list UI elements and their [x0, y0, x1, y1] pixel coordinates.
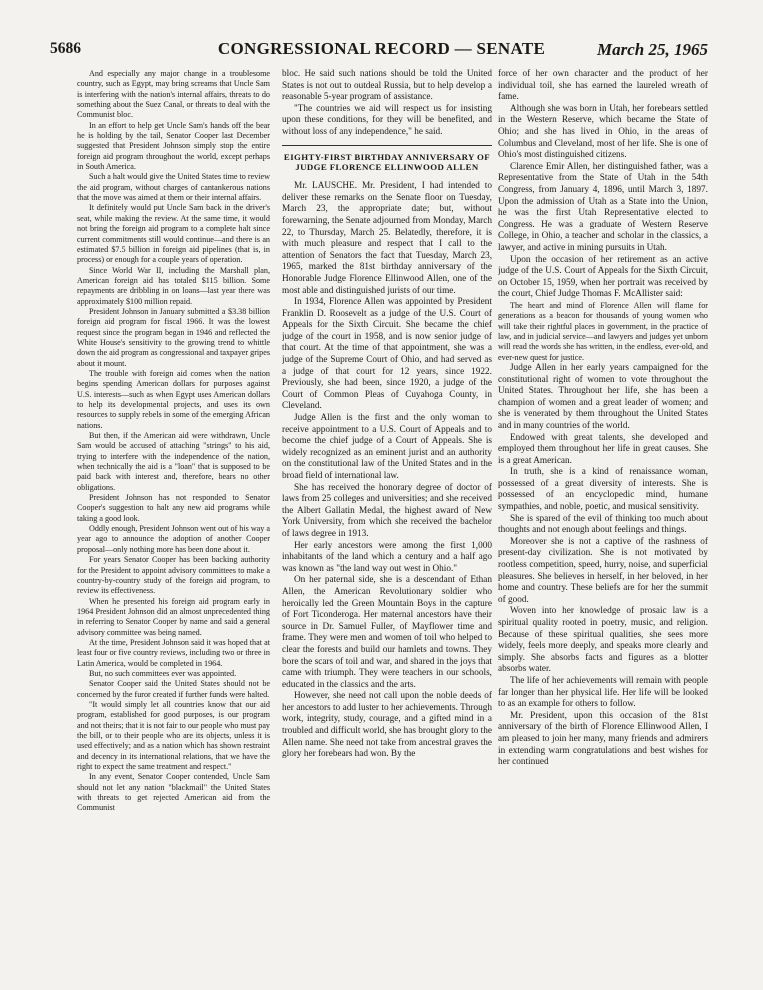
- paragraph: Judge Allen in her early years campaigned for the constitutional right of women to vote throughout the United States. Throughout her life, she has been a champion of women and a great leader of women; and she is venerated by them throughout the United States and in many countries of the world.: [498, 362, 708, 431]
- paragraph: Oddly enough, President Johnson went out of his way a year ago to announce the adoption of another Cooper proposal—only nothing more has been done about it.: [77, 524, 270, 554]
- paragraph: Mr. LAUSCHE. Mr. President, I had intended to deliver these remarks on the Senate floor on Tuesday, March 23, the appropriate date; but, without forewarning, the Senate adjourned from Monday, March 22, to Thursday, March 25. Belatedly, therefore, it is with much pleasure and respect that I call to the attention of Senators the fact that Tuesday, March 23, 1965, marked the 81st birthday anniversary of the Honorable Judge Florence Ellinwood Allen, one of the most able and distinguished jurists of our time.: [282, 181, 492, 296]
- paragraph: In an effort to help get Uncle Sam's hands off the bear he is holding by the tail, Senator Cooper last December suggested that President Johnson simply stop the entire foreign aid program throughout the world, except perhaps in South America.: [77, 120, 270, 172]
- paragraph: At the time, President Johnson said it was hoped that at least four or five country reviews, including two or three in Latin America, would be completed in 1964.: [77, 637, 270, 668]
- paragraph: But then, if the American aid were withdrawn, Uncle Sam would be accused of attaching "strings" to his aid, trying to interfere with the independence of the nation, when technically the aid is a "loan" that is supposed to be paid back with interest and, therefore, bears no other obligations.: [77, 431, 270, 492]
- paragraph: Senator Cooper said the United States should not be concerned by the furor created if further funds were halted.: [77, 679, 270, 699]
- column-1: [77, 69, 270, 975]
- paragraph: The life of her achievements will remain with people far longer than her physical life. Her life will be looked to as an example for others to follow.: [498, 675, 708, 710]
- paragraph: She is spared of the evil of thinking too much about thoughts and not enough about feelings and things.: [498, 513, 708, 536]
- paragraph: On her paternal side, she is a descendant of Ethan Allen, the American Revolutionary soldier who heroically led the Green Mountain Boys in the capture of Fort Ticonderoga. Her maternal ancestors have their source in Dr. Samuel Fuller, of Mayflower time and frame. They were men and women of toil who helped to clear the forests and build our hamlets and towns. They bore the scars of toil and war, and shared in the joys that came with triumph. They were teachers in our schools, educated in the classics and the arts.: [282, 575, 492, 690]
- paragraph: In truth, she is a kind of renaissance woman, possessed of a great diversity of interests. She is possessed of an encyclopedic mind, humane sympathies, and noble, poetic, and musical sensitivity.: [498, 467, 708, 513]
- paragraph: The trouble with foreign aid comes when the nation begins spending American dollars for purposes against U.S. interests—such as when Egypt uses American dollars to help its developmental projects, and uses its own resources to supply rebels in some of the emerging African nations.: [77, 368, 270, 430]
- page-header: [0, 10, 763, 59]
- paragraph: She has received the honorary degree of doctor of laws from 25 colleges and universities; and she received the Albert Gallatin Medal, the highest award of New York University, from which she received the bachelor of laws degree in 1913.: [282, 482, 492, 539]
- paragraph: Although she was born in Utah, her forebears settled in the Western Reserve, which became the State of Ohio; and she has lived in Ohio, in the areas of Columbus and Cleveland, most of her life. She is one of Ohio's most distinguished citizens.: [498, 103, 708, 161]
- paragraph: Upon the occasion of her retirement as an active judge of the U.S. Court of Appeals for the Sixth Circuit, on October 15, 1959, when her portrait was received by the court, Chief Judge Thomas F. McAllister said:: [498, 254, 708, 300]
- publication-title: CONGRESSIONAL RECORD — SENATE: [217, 39, 546, 58]
- paragraph: In any event, Senator Cooper contended, Uncle Sam should not let any nation "blackmail" the United States with threats to get rejected American aid from the Communist: [77, 772, 270, 813]
- paragraph: "It would simply let all countries know that our aid program, established for good purposes, is our program and not theirs; that it is not fair to our people who must pay the bill, or to their people who are its objects, unless it is used effectively; and as a nation which has shown restraint and decency in its international relations, that we have the right to expect the same treatment and respect.": [77, 699, 270, 772]
- paragraph: When he presented his foreign aid program early in 1964 President Johnson did an almost unprecedented thing in referring to Senator Cooper by name and said a general advisory committee was being named.: [77, 596, 270, 637]
- paragraph: However, she need not call upon the noble deeds of her ancestors to add luster to her achievements. Through work, integrity, study, courage, and a gifted mind in a troubled and difficult world, she has brought glory to the Allen name. She need not take from ancestral graves the glory her forebears had won. By the: [282, 691, 492, 760]
- paragraph: And especially any major change in a troublesome country, such as Egypt, may bring screams that Uncle Sam is interfering with the nation's internal affairs, threats to do something about the Suez Canal, or threats to deal with the Communist bloc.: [77, 69, 270, 120]
- paragraph: Her early ancestors were among the first 1,000 inhabitants of the land which a century and a half ago was known as "the land way out west in Ohio.": [282, 540, 492, 574]
- paragraph: Since World War II, including the Marshall plan, American foreign aid has totaled $115 billion. Some repayments are dribbling in on loans—last year there was approximately $100 million repaid.: [77, 265, 270, 306]
- paragraph: Clarence Emir Allen, her distinguished father, was a Representative from the State of Utah in the 54th Congress, from January 4, 1896, until March 3, 1897. Upon the admission of Utah as a State into the Union, he was the first Utah Representative elected to Congress. He was a graduate of Western Reserve College, in Ohio, a teacher and scholar in the classics, a lawyer, and active in mining pursuits in Utah.: [498, 161, 708, 253]
- paragraph: Moreover she is not a captive of the rashness of present-day civilization. She is not motivated by rootless competition, speed, hurry, noise, and superficial pleasures. She believes in herself, in her beloved, in her home and country. These beliefs are for her the summit of good.: [498, 536, 708, 605]
- paragraph: Mr. President, upon this occasion of the 81st anniversary of the birth of Florence Ellinwood Allen, I am pleased to join her many, many friends and admirers in extending warm congratulations and best wishes for her continued: [498, 710, 708, 768]
- section-heading: EIGHTY-FIRST BIRTHDAY ANNIVERSARY OF JUDGE FLORENCE ELLINWOOD ALLEN: [282, 145, 492, 174]
- paragraph: For years Senator Cooper has been backing authority for the President to appoint advisory committees to make a country-by-country study of the foreign aid program, to review its effectiveness.: [77, 555, 270, 596]
- paragraph: Such a halt would give the United States time to review the aid program, without charges of cantankerous nations that the move was aimed at them or their internal affairs.: [77, 172, 270, 203]
- paragraph: President Johnson in January submitted a $3.38 billion foreign aid program for fiscal 1966. It was the lowest request since the program began in 1946 and reflected the White House's sensitivity to the growing trend to whittle down the aid program as congressional and taxpayer gripes about it mount.: [77, 306, 270, 368]
- paragraph: President Johnson has not responded to Senator Cooper's suggestion to halt any new aid programs while taking a good look.: [77, 493, 270, 523]
- block-quote: The heart and mind of Florence Allen will flame for generations as a beacon for thousands of young women who will take their rightful places in government, in the practice of law, and in judicial service—and lawyers and judges yet unborn will read the words she has written, in the endless, ever-old, and ever-new quest for justice.: [498, 300, 708, 362]
- paragraph: "The countries we aid will respect us for insisting upon these conditions, for they will be benefited, and without loss of any independence," he said.: [282, 103, 492, 137]
- column-2: [282, 69, 492, 975]
- paragraph: Woven into her knowledge of prosaic law is a spiritual quality rooted in poetry, music, and religion. Because of these spiritual qualities, she sees more widely, feels more deeply, and speaks more clearly and simply. She absorbs facts and figures as a blotter absorbs water.: [498, 606, 708, 675]
- paragraph: It definitely would put Uncle Sam back in the driver's seat, while making the review. At the same time, it would not bring the foreign aid program to a complete halt since current commitments still would continue—and there is an estimated $7.5 billion in foreign aid pipelines (that is, in process) or enough for a couple years of operation.: [77, 203, 270, 265]
- paragraph: In 1934, Florence Allen was appointed by President Franklin D. Roosevelt as a judge of the U.S. Court of Appeals for the Sixth Circuit. She became the chief judge of the court in 1958, and is now senior judge of that court. At the time of that appointment, she was a judge of the Supreme Court of Ohio, and had served as a judge of that court for 12 years, since 1922. Previously, she had been, since 1920, a judge of the Court of Common Pleas of Cuyahoga County, in Cleveland.: [282, 297, 492, 412]
- paragraph: Endowed with great talents, she developed and employed them throughout her life in great causes. She is a great American.: [498, 432, 708, 466]
- paragraph: But, no such committees ever was appointed.: [89, 668, 237, 678]
- issue-date: March 25, 1965: [597, 40, 708, 59]
- column-3: [498, 69, 708, 975]
- paragraph: Judge Allen is the first and the only woman to receive appointment to a U.S. Court of Appeals and to become the chief judge of a Court of Appeals. She is widely recognized as an eminent jurist and an authority on the constitutional law of the United States and in the broad field of international law.: [282, 413, 492, 481]
- page-number: 5686: [50, 40, 81, 57]
- paragraph: force of her own character and the product of her individual toil, she has earned the laureled wreath of fame.: [498, 69, 708, 103]
- paragraph: bloc. He said such nations should be told the United States is not out to outdeal Russia, but to help develop a reasonable 5-year program of assistance.: [282, 69, 492, 103]
